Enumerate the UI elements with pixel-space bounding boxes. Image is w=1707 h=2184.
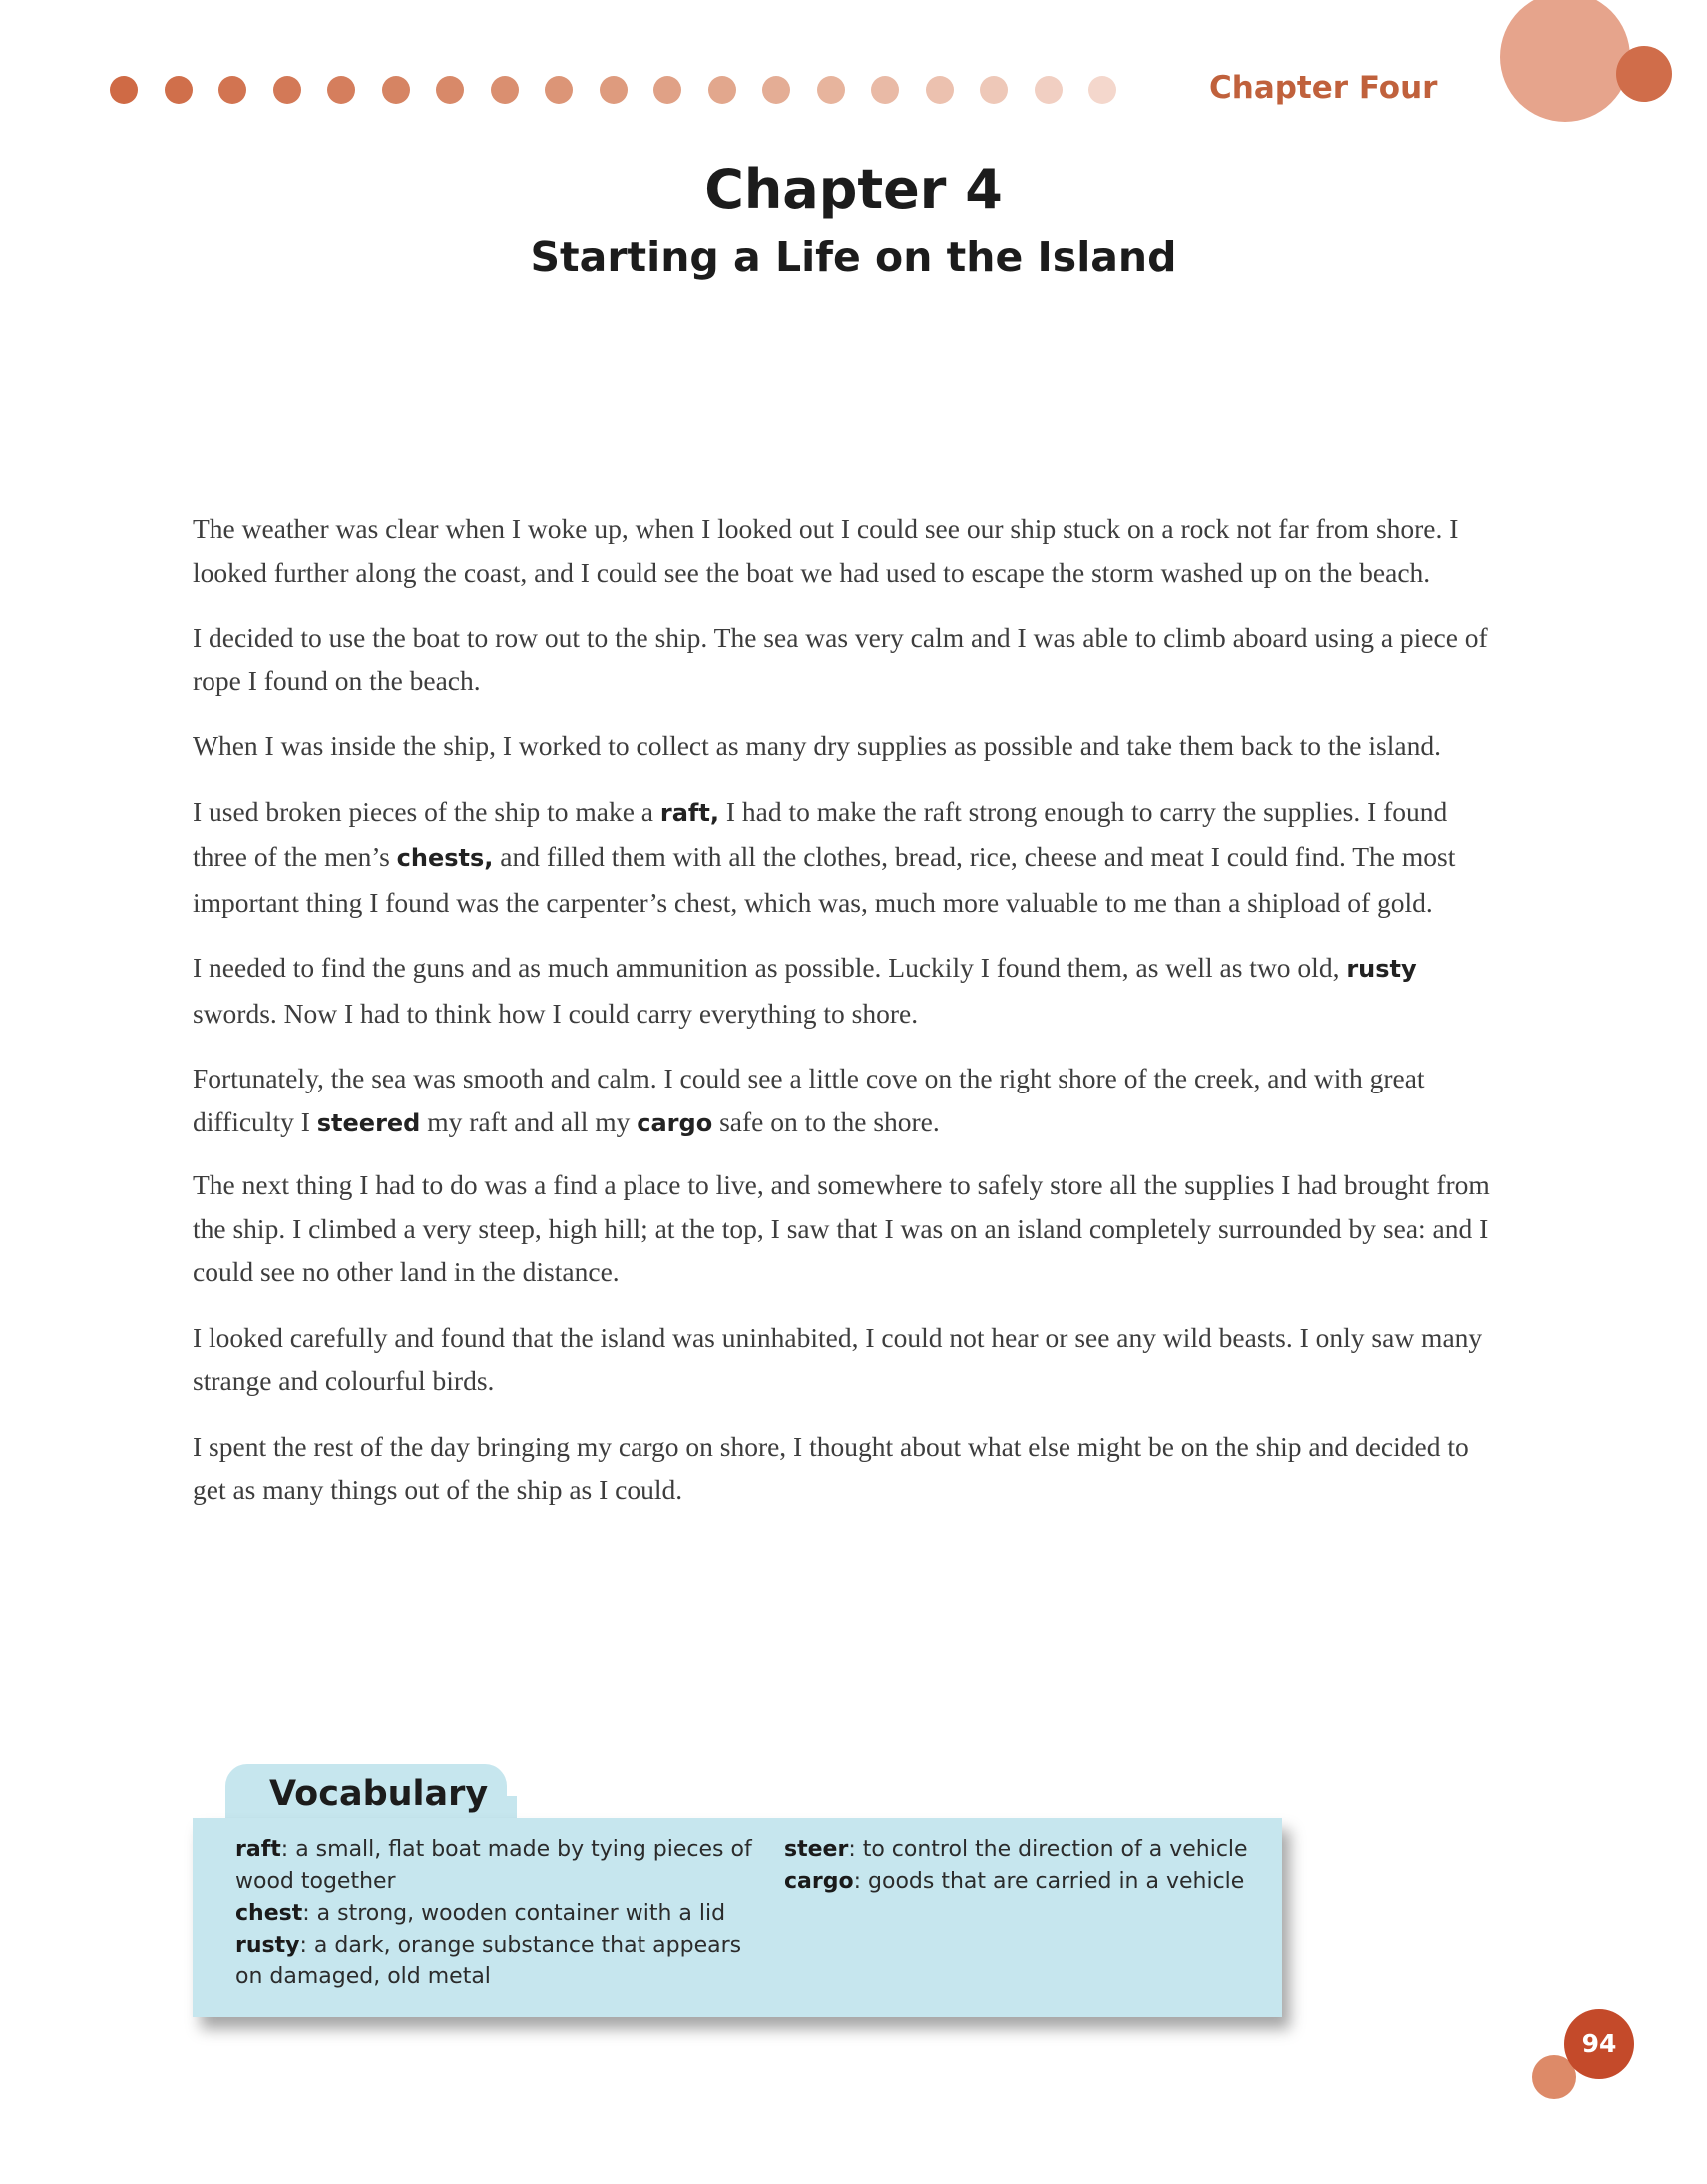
chapter-title: Chapter 4 <box>704 158 1003 220</box>
story-paragraph <box>193 724 1490 768</box>
paragraph-text: I had to make the raft strong enough to carry the supplies. I found three of the men’s <box>193 795 1448 872</box>
vocabulary-entry <box>784 1834 1263 1866</box>
vocabulary-word: cargo <box>637 1108 713 1137</box>
paragraph-text: I needed to find the guns and as much ammunition as possible. Luckily I found them, as well as two old, <box>193 952 1347 983</box>
header-dot <box>600 76 628 104</box>
header-dot <box>273 76 301 104</box>
header-dot <box>382 76 410 104</box>
header-dot <box>545 76 573 104</box>
header-dot <box>762 76 790 104</box>
story-body <box>193 507 1490 1533</box>
header-dot <box>218 76 246 104</box>
story-paragraph <box>193 946 1490 1035</box>
paragraph-text: safe on to the shore. <box>712 1105 940 1137</box>
corner-decoration-small <box>1616 46 1672 102</box>
vocabulary-entry <box>235 1834 754 1898</box>
header-dot <box>926 76 954 104</box>
vocabulary-term: cargo <box>784 1869 854 1894</box>
story-paragraph <box>193 507 1490 594</box>
vocabulary-tab-shoulder <box>499 1796 517 1820</box>
header-dot <box>817 76 845 104</box>
header-dot <box>327 76 355 104</box>
header-dot <box>1035 76 1063 104</box>
paragraph-text: I spent the rest of the day bringing my cargo on shore, I thought about what else might be on the ship and decided to get as many things out of the ship as I could. <box>193 1430 1469 1505</box>
vocabulary-entry <box>784 1866 1263 1898</box>
vocabulary-definition: : goods that are carried in a vehicle <box>853 1869 1245 1894</box>
story-paragraph <box>193 1425 1490 1512</box>
header-dot <box>708 76 736 104</box>
paragraph-text: swords. Now I had to think how I could carry everything to shore. <box>193 997 919 1029</box>
header-dot <box>110 76 138 104</box>
paragraph-text: I used broken pieces of the ship to make a <box>193 795 660 827</box>
vocabulary-entry <box>235 1930 754 1993</box>
header-dot <box>165 76 193 104</box>
header-dot <box>1088 76 1116 104</box>
header-dot <box>436 76 464 104</box>
paragraph-text: my raft and all my <box>420 1105 638 1137</box>
header-dot-row <box>110 76 1147 106</box>
header-dot <box>871 76 899 104</box>
paragraph-text: Fortunately, the sea was smooth and calm. I could see a little cove on the right shore of the creek, and with great difficulty I <box>193 1063 1425 1137</box>
story-paragraph <box>193 1163 1490 1294</box>
paragraph-text: The next thing I had to do was a find a place to live, and somewhere to safely store all the supplies I had brought from the ship. I climbed a very steep, high hill; at the top, I saw that I was on an island completely surrounded by sea: and I could see no other land in the distance. <box>193 1169 1490 1287</box>
header-dot <box>653 76 681 104</box>
vocabulary-word: rusty <box>1346 955 1417 983</box>
vocabulary-title: Vocabulary <box>269 1774 489 1814</box>
corner-decoration-large <box>1500 0 1630 122</box>
story-paragraph <box>193 616 1490 702</box>
running-head: Chapter Four <box>1209 70 1438 106</box>
header-dot <box>980 76 1008 104</box>
paragraph-text: The weather was clear when I woke up, when I looked out I could see our ship stuck on a rock not far from shore. I looked further along the coast, and I could see the boat we had used to escape the storm washed up on the beach. <box>193 513 1459 588</box>
story-paragraph <box>193 1057 1490 1145</box>
paragraph-text: When I was inside the ship, I worked to collect as many dry supplies as possible and take them back to the island. <box>193 730 1441 761</box>
vocabulary-definition: : a dark, orange substance that appears on damaged, old metal <box>235 1933 742 1989</box>
chapter-subtitle: Starting a Life on the Island <box>530 233 1177 281</box>
vocabulary-word: raft, <box>659 798 719 827</box>
vocabulary-definition: : to control the direction of a vehicle <box>848 1837 1248 1862</box>
vocabulary-column-left <box>235 1834 754 1993</box>
paragraph-text: I looked carefully and found that the island was uninhabited, I could not hear or see any wild beasts. I only saw many strange and colourful birds. <box>193 1321 1483 1396</box>
vocabulary-definition: : a strong, wooden container with a lid <box>302 1901 726 1926</box>
page-number: 94 <box>1581 2029 1617 2058</box>
vocabulary-term: steer <box>784 1837 849 1862</box>
story-paragraph <box>193 790 1490 925</box>
vocabulary-term: rusty <box>235 1933 300 1958</box>
header-dot <box>491 76 519 104</box>
vocabulary-word: chests, <box>396 844 494 872</box>
story-paragraph <box>193 1316 1490 1403</box>
vocabulary-term: chest <box>235 1901 303 1926</box>
paragraph-text: I decided to use the boat to row out to the ship. The sea was very calm and I was able to climb aboard using a piece of rope I found on the beach. <box>193 622 1488 696</box>
paragraph-text: and filled them with all the clothes, bread, rice, cheese and meat I could find. The most important thing I found was the carpenter’s chest, which was, much more valuable to me than a shipload of gold. <box>193 841 1456 918</box>
vocabulary-definition: : a small, flat boat made by tying pieces of wood together <box>235 1837 752 1894</box>
vocabulary-word: steered <box>316 1108 421 1137</box>
vocabulary-column-right <box>784 1834 1263 1898</box>
vocabulary-term: raft <box>235 1837 281 1862</box>
vocabulary-entry <box>235 1898 754 1930</box>
